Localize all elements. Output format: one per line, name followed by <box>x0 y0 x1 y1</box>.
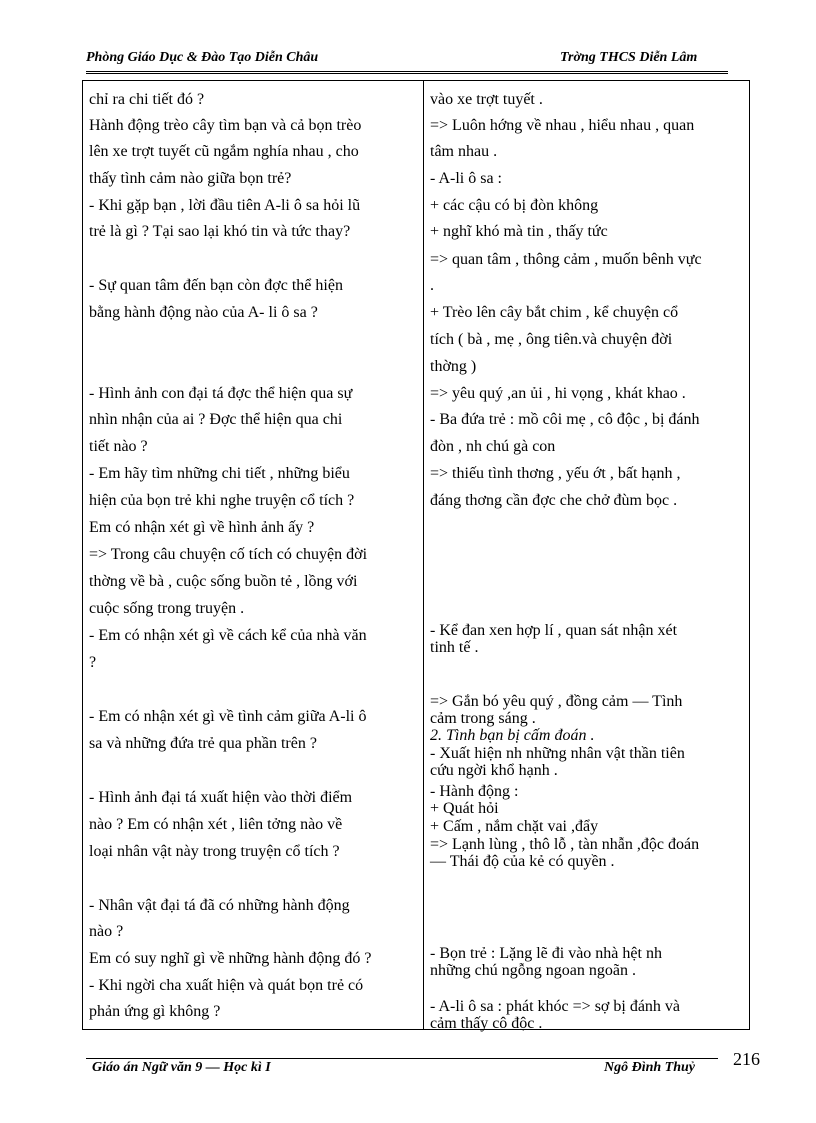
question-line: - Hình ảnh đại tá xuất hiện vào thời điểm <box>89 789 353 806</box>
answer-line: - Kể đan xen hợp lí , quan sát nhận xét <box>430 622 678 639</box>
question-line: cuộc sống trong truyện . <box>89 600 245 617</box>
header-rule <box>86 71 728 74</box>
question-line: nào ? <box>89 923 124 940</box>
question-line: ? <box>89 654 97 671</box>
answer-line: - A-li ô sa : <box>430 170 502 187</box>
question-line: - Hình ảnh con đại tá đợc thể hiện qua sự <box>89 385 353 402</box>
question-line: chỉ ra chi tiết đó ? <box>89 91 205 108</box>
question-line: thờng về bà , cuộc sống buồn tẻ , lồng với <box>89 573 358 590</box>
answer-line: tích ( bà , mẹ , ông tiên.và chuyện đời <box>430 331 673 348</box>
question-line: => Trong câu chuyện cố tích có chuyện đời <box>89 546 368 563</box>
question-line: - Em hãy tìm những chi tiết , những biểu <box>89 465 350 482</box>
page-footer-left: Giáo án Ngữ văn 9 — Học kì I <box>92 1060 271 1075</box>
question-line: thấy tình cảm nào giữa bọn trẻ? <box>89 170 292 187</box>
page-number: 216 <box>733 1049 760 1069</box>
question-line: lên xe trợt tuyết cũ ngắm nghía nhau , cho <box>89 143 359 160</box>
question-line: - Nhân vật đại tá đã có những hành động <box>89 897 350 914</box>
question-line: hiện của bọn trẻ khi nghe truyện cổ tích ? <box>89 492 355 509</box>
answer-line: đòn , nh chú gà con <box>430 438 556 455</box>
answer-line: + Quát hỏi <box>430 800 499 817</box>
answer-line: tinh tế . <box>430 639 479 656</box>
question-line: - Khi ngời cha xuất hiện và quát bọn trẻ có <box>89 977 364 994</box>
question-line: nhìn nhận của ai ? Đợc thể hiện qua chi <box>89 411 343 428</box>
answer-line: + các cậu có bị đòn không <box>430 197 599 214</box>
lesson-table <box>82 80 750 1030</box>
answer-line: => thiếu tình thơng , yếu ớt , bất hạnh , <box>430 465 681 482</box>
answer-line: - Xuất hiện nh những nhân vật thần tiên <box>430 745 685 762</box>
answer-line: => Lạnh lùng , thô lỗ , tàn nhẫn ,độc đoán <box>430 836 700 853</box>
question-line: - Em có nhận xét gì về cách kể của nhà văn <box>89 627 367 644</box>
answer-line: cảm trong sáng . <box>430 710 536 727</box>
question-line: phản ứng gì không ? <box>89 1003 221 1020</box>
page-header-left: Phòng Giáo Dục & Đào Tạo Diễn Châu <box>86 50 319 65</box>
question-line: tiết nào ? <box>89 438 148 455</box>
answer-line: => Gắn bó yêu quý , đồng cảm — Tình <box>430 693 683 710</box>
page-footer-right: Ngô Đình Thuỷ <box>604 1060 696 1075</box>
answer-line: + Trèo lên cây bắt chim , kể chuyện cổ <box>430 304 679 321</box>
question-line: loại nhân vật này trong truyện cổ tích ? <box>89 843 340 860</box>
answer-line: => Luôn hớng về nhau , hiểu nhau , quan <box>430 117 695 134</box>
answer-line: - Hành động : <box>430 783 519 800</box>
question-line: Hành động trèo cây tìm bạn và cả bọn trèo <box>89 117 362 134</box>
question-line: bằng hành động nào của A- li ô sa ? <box>89 304 318 321</box>
footer-rule <box>86 1058 718 1059</box>
answer-line: — Thái độ của kẻ có quyền . <box>430 853 615 870</box>
answer-line: 2. Tình bạn bị cấm đoán . <box>430 727 595 744</box>
answer-line: cảm thấy cô độc . <box>430 1015 543 1032</box>
answer-line: tâm nhau . <box>430 143 498 160</box>
answer-line: đáng thơng cần đợc che chở đùm bọc . <box>430 492 678 509</box>
answer-line: thờng ) <box>430 358 477 375</box>
answer-line: vào xe trợt tuyết . <box>430 91 543 108</box>
question-line: Em có suy nghĩ gì về những hành động đó ? <box>89 950 372 967</box>
answer-line: - Bọn trẻ : Lặng lẽ đi vào nhà hệt nh <box>430 945 662 962</box>
page-header-right: Trờng THCS Diễn Lâm <box>560 50 698 65</box>
question-line: sa và những đứa trẻ qua phần trên ? <box>89 735 317 752</box>
answer-line: . <box>430 277 434 294</box>
column-divider <box>423 81 424 1029</box>
question-line: nào ? Em có nhận xét , liên tởng nào về <box>89 816 343 833</box>
answer-line: => quan tâm , thông cảm , muốn bênh vực <box>430 251 702 268</box>
question-line: trẻ là gì ? Tại sao lại khó tin và tức thay? <box>89 223 351 240</box>
answer-line: cứu ngời khổ hạnh . <box>430 762 558 779</box>
answer-line: - Ba đứa trẻ : mồ côi mẹ , cô độc , bị đánh <box>430 411 700 428</box>
answer-line: + nghĩ khó mà tin , thấy tức <box>430 223 608 240</box>
answer-line: => yêu quý ,an ủi , hi vọng , khát khao . <box>430 385 686 402</box>
question-line: - Sự quan tâm đến bạn còn đợc thể hiện <box>89 277 343 294</box>
question-line: - Khi gặp bạn , lời đầu tiên A-li ô sa hỏi lũ <box>89 197 361 214</box>
answer-line: + Cấm , nắm chặt vai ,đẩy <box>430 818 599 835</box>
answer-line: những chú ngỗng ngoan ngoãn . <box>430 962 636 979</box>
question-line: - Em có nhận xét gì về tình cảm giữa A-li ô <box>89 708 367 725</box>
answer-line: - A-li ô sa : phát khóc => sợ bị đánh và <box>430 998 681 1015</box>
question-line: Em có nhận xét gì về hình ảnh ấy ? <box>89 519 315 536</box>
